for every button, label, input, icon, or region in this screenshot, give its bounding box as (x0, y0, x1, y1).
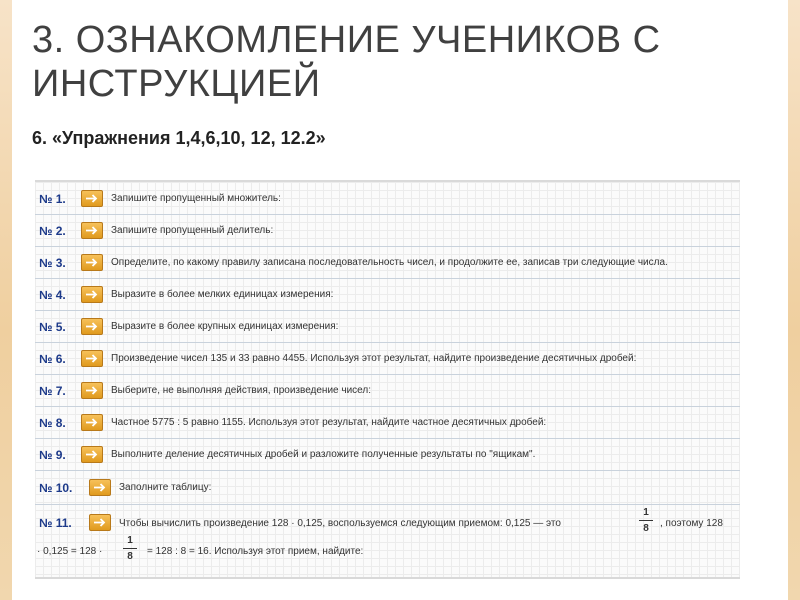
exercise-list (35, 180, 740, 579)
right-decor-bar (788, 0, 800, 600)
exercise-row-1[interactable] (35, 182, 740, 215)
exercise-text: Запишите пропущенный делитель: (111, 225, 274, 236)
exercise-text: Выберите, не выполняя действия, произведение чисел: (111, 385, 372, 396)
exercise-row-2[interactable] (35, 214, 740, 247)
exercise-text: Определите, по какому правилу записана последовательность чисел, и продолжите ее, записав три следующие числа. (111, 257, 668, 268)
slide-subtitle: 6. «Упражнения 1,4,6,10, 12, 12.2» (32, 128, 326, 148)
exercise-text: Частное 5775 : 5 равно 1155. Используя этот результат, найдите частное десятичных дробей: (111, 417, 547, 428)
exercise-text-continued: , поэтому 128 (660, 518, 723, 529)
exercise-text-line2-continued: = 128 : 8 = 16. Используя этот прием, найдите: (147, 546, 364, 557)
fraction-denominator: 8 (127, 551, 133, 562)
exercise-text-line2: · 0,125 = 128 · (37, 546, 103, 557)
exercise-row-3[interactable] (35, 246, 740, 279)
exercise-text: Выполните деление десятичных дробей и разложите полученные результаты по "ящикам". (111, 449, 536, 460)
exercise-row-5[interactable] (35, 310, 740, 343)
exercise-text: Чтобы вычислить произведение 128 · 0,125, воспользуемся следующим приемом: 0,125 — это (119, 518, 561, 529)
exercise-number: № 6. (39, 352, 66, 366)
arrow-right-icon[interactable] (81, 190, 103, 207)
exercise-row-7[interactable] (35, 374, 740, 407)
arrow-right-icon[interactable] (89, 479, 111, 496)
fraction-numerator: 1 (643, 507, 649, 518)
fraction-denominator: 8 (643, 523, 649, 534)
exercise-row-6[interactable] (35, 342, 740, 375)
arrow-right-icon[interactable] (81, 318, 103, 335)
slide-title: 3. ОЗНАКОМЛЕНИЕ УЧЕНИКОВ С ИНСТРУКЦИЕЙ (32, 19, 661, 105)
exercise-text: Запишите пропущенный множитель: (111, 193, 281, 204)
arrow-right-icon[interactable] (81, 446, 103, 463)
exercise-number: № 7. (39, 384, 66, 398)
arrow-right-icon[interactable] (81, 286, 103, 303)
exercise-number: № 10. (39, 481, 73, 495)
exercise-row-8[interactable] (35, 406, 740, 439)
fraction-one-eighth (636, 507, 656, 534)
exercise-number: № 8. (39, 416, 66, 430)
exercise-row-10[interactable] (35, 470, 740, 505)
arrow-right-icon[interactable] (81, 382, 103, 399)
left-decor-bar (0, 0, 12, 600)
arrow-right-icon[interactable] (81, 254, 103, 271)
exercise-row-4[interactable] (35, 278, 740, 311)
exercise-row-11[interactable] (35, 504, 740, 575)
arrow-right-icon[interactable] (81, 350, 103, 367)
exercise-number: № 1. (39, 192, 66, 206)
fraction-numerator: 1 (127, 535, 133, 546)
exercise-number: № 5. (39, 320, 66, 334)
fraction-one-eighth (120, 535, 140, 562)
exercise-number: № 2. (39, 224, 66, 238)
exercise-text: Произведение чисел 135 и 33 равно 4455. Используя этот результат, найдите произведение десятичных дробей: (111, 353, 637, 364)
exercise-row-9[interactable] (35, 438, 740, 471)
exercise-text: Выразите в более крупных единицах измерения: (111, 321, 339, 332)
exercise-number: № 9. (39, 448, 66, 462)
exercise-number: № 3. (39, 256, 66, 270)
arrow-right-icon[interactable] (89, 514, 111, 531)
exercise-text: Заполните таблицу: (119, 482, 212, 493)
exercise-number: № 4. (39, 288, 66, 302)
arrow-right-icon[interactable] (81, 414, 103, 431)
exercise-text: Выразите в более мелких единицах измерения: (111, 289, 334, 300)
arrow-right-icon[interactable] (81, 222, 103, 239)
exercise-number: № 11. (39, 516, 72, 530)
